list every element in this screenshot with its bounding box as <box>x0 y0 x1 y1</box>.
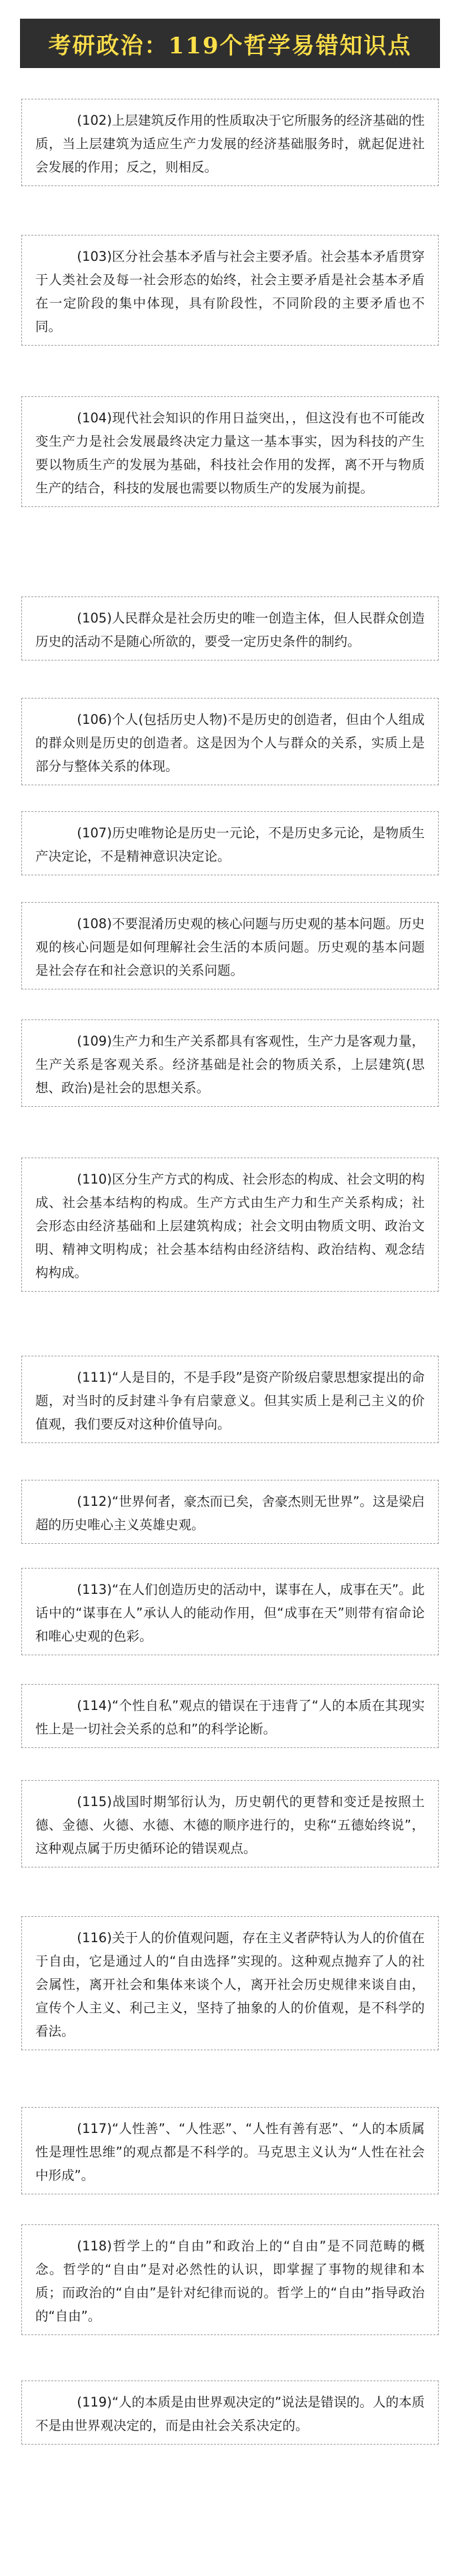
page-title: 考研政治：119个哲学易错知识点 <box>48 32 412 59</box>
point-text: (117)“人性善”、“人性恶”、“人性有善有恶”、“人的本质属性是理性思维”的观点都是不科学的。马克思主义认为“人性在社会中形成”。 <box>35 2121 425 2183</box>
knowledge-point-105 <box>21 596 439 661</box>
knowledge-point-119 <box>21 2381 439 2445</box>
knowledge-point-116 <box>21 1916 439 2050</box>
point-text: (107)历史唯物论是历史一元论，不是历史多元论，是物质生产决定论，不是精神意识决定论。 <box>35 825 425 864</box>
point-text: (103)区分社会基本矛盾与社会主要矛盾。社会基本矛盾贯穿于人类社会及每一社会形态的始终，社会主要矛盾是社会基本矛盾在一定阶段的集中体现，具有阶段性，不同阶段的主要矛盾也不同。 <box>35 249 425 334</box>
point-text: (118)哲学上的“自由”和政治上的“自由”是不同范畴的概念。哲学的“自由”是对必然性的认识，即掌握了事物的规律和本质；而政治的“自由”是针对纪律而说的。哲学上的“自由”指导政治的“自由”。 <box>35 2238 425 2324</box>
knowledge-point-115 <box>21 1780 439 1867</box>
knowledge-point-118 <box>21 2224 439 2335</box>
knowledge-point-104 <box>21 396 439 507</box>
knowledge-point-117 <box>21 2107 439 2194</box>
point-text: (112)“世界何者，豪杰而已矣，舍豪杰则无世界”。这是梁启超的历史唯心主义英雄史观。 <box>35 1494 425 1533</box>
knowledge-point-110 <box>21 1158 439 1292</box>
point-text: (119)“人的本质是由世界观决定的”说法是错误的。人的本质不是由世界观决定的，而是由社会关系决定的。 <box>35 2395 425 2433</box>
point-text: (104)现代社会知识的作用日益突出，，但这没有也不可能改变生产力是社会发展最终决定力量这一基本事实，因为科技的产生要以物质生产的发展为基础，科技社会作用的发挥，离不开与物质生产的结合，科技的发展也需要以物质生产的发展为前提。 <box>35 410 425 496</box>
title-banner <box>20 19 440 68</box>
knowledge-point-109 <box>21 1019 439 1107</box>
knowledge-point-113 <box>21 1568 439 1655</box>
point-text: (111)“人是目的，不是手段”是资产阶级启蒙思想家提出的命题，对当时的反封建斗争有启蒙意义。但其实质上是利己主义的价值观，我们要反对这种价值导向。 <box>35 1370 425 1432</box>
knowledge-point-108 <box>21 902 439 989</box>
point-text: (109)生产力和生产关系都具有客观性，生产力是客观力量，生产关系是客观关系。经济基础是社会的物质关系，上层建筑(思想、政治)是社会的思想关系。 <box>35 1033 425 1096</box>
point-text: (116)关于人的价值观问题，存在主义者萨特认为人的价值在于自由，它是通过人的“自由选择”实现的。这种观点抛弃了人的社会属性，离开社会和集体来谈个人，离开社会历史规律来谈自由，宣传个人主义、利己主义，坚持了抽象的人的价值观，是不科学的看法。 <box>35 1930 425 2039</box>
point-text: (108)不要混淆历史观的核心问题与历史观的基本问题。历史观的核心问题是如何理解社会生活的本质问题。历史观的基本问题是社会存在和社会意识的关系问题。 <box>35 916 425 978</box>
point-text: (102)上层建筑反作用的性质取决于它所服务的经济基础的性质，当上层建筑为适应生产力发展的经济基础服务时，就起促进社会发展的作用；反之，则相反。 <box>35 113 425 175</box>
point-text: (105)人民群众是社会历史的唯一创造主体，但人民群众创造历史的活动不是随心所欲的，要受一定历史条件的制约。 <box>35 610 425 649</box>
point-text: (106)个人(包括历史人物)不是历史的创造者，但由个人组成的群众则是历史的创造者。这是因为个人与群众的关系，实质上是部分与整体关系的体现。 <box>35 712 425 774</box>
knowledge-point-106 <box>21 698 439 785</box>
point-text: (114)“个性自私”观点的错误在于违背了“人的本质在其现实性上是一切社会关系的总和”的科学论断。 <box>35 1698 425 1737</box>
knowledge-point-102 <box>21 99 439 186</box>
point-text: (110)区分生产方式的构成、社会形态的构成、社会文明的构成、社会基本结构的构成。生产方式由生产力和生产关系构成；社会形态由经济基础和上层建筑构成；社会文明由物质文明、政治文明、精神文明构成；社会基本结构由经济结构、政治结构、观念结构构成。 <box>35 1172 425 1280</box>
knowledge-point-112 <box>21 1480 439 1544</box>
point-text: (113)“在人们创造历史的活动中，谋事在人，成事在天”。此话中的“谋事在人”承认人的能动作用，但“成事在天”则带有宿命论和唯心史观的色彩。 <box>35 1582 425 1644</box>
knowledge-point-114 <box>21 1684 439 1748</box>
point-text: (115)战国时期邹衍认为，历史朝代的更替和变迁是按照土德、金德、火德、水德、木德的顺序进行的，史称“五德始终说”，这种观点属于历史循环论的错误观点。 <box>35 1794 425 1856</box>
knowledge-point-107 <box>21 811 439 875</box>
knowledge-point-111 <box>21 1356 439 1443</box>
knowledge-point-103 <box>21 235 439 346</box>
